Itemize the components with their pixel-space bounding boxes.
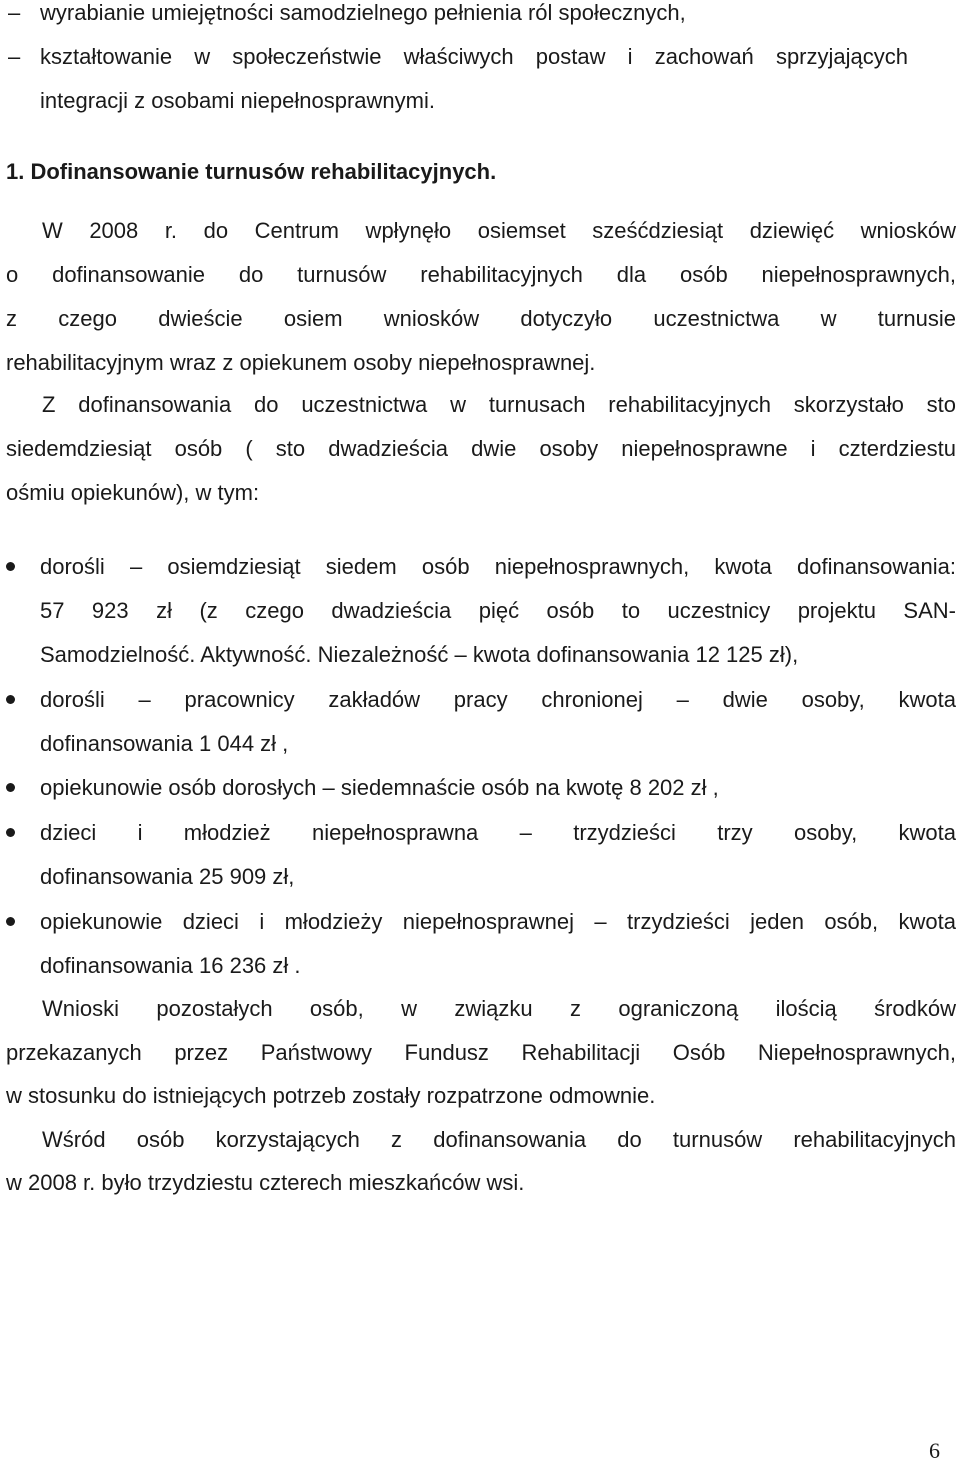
paragraph-line: Wnioski pozostałych osób, w związku z ograniczoną ilością środków [42,996,956,1021]
bullet-list-item-line: 57 923 zł (z czego dwadzieścia pięć osób to uczestnicy projektu SAN- [40,598,956,623]
bullet-list-item-line: dzieci i młodzież niepełnosprawna – trzydzieści trzy osoby, kwota [40,820,956,845]
page-number: 6 [929,1438,940,1463]
paragraph-line: siedemdziesiąt osób ( sto dwadzieścia dwie osoby niepełnosprawne i czterdziestu [6,436,956,461]
paragraph-line: ośmiu opiekunów), w tym: [6,480,260,505]
dash-list-item-line: kształtowanie w społeczeństwie właściwych postaw i zachowań sprzyjających [40,44,908,69]
dash-list-item-line: wyrabianie umiejętności samodzielnego pełnienia ról społecznych, [40,0,686,25]
bullet-icon [6,562,15,571]
paragraph-line: z czego dwieście osiem wniosków dotyczyło uczestnictwa w turnusie [6,306,956,331]
paragraph-line: Wśród osób korzystających z dofinansowania do turnusów rehabilitacyjnych [42,1127,956,1152]
paragraph-line: rehabilitacyjnym wraz z opiekunem osoby niepełnosprawnej. [6,350,596,375]
bullet-list-item-line: opiekunowie dzieci i młodzieży niepełnosprawnej – trzydzieści jeden osób, kwota [40,909,956,934]
paragraph-line: W 2008 r. do Centrum wpłynęło osiemset sześćdziesiąt dziewięć wniosków [42,218,956,243]
bullet-list-item-line: dofinansowania 1 044 zł , [40,731,289,756]
paragraph-line: Z dofinansowania do uczestnictwa w turnusach rehabilitacyjnych skorzystało sto [42,392,956,417]
dash-list-item-line: integracji z osobami niepełnosprawnymi. [40,88,435,113]
bullet-list-item-line: dofinansowania 16 236 zł . [40,953,301,978]
bullet-icon [6,695,15,704]
bullet-icon [6,783,15,792]
paragraph-line: w 2008 r. było trzydziestu czterech mieszkańców wsi. [6,1170,525,1195]
bullet-list-item-line: dofinansowania 25 909 zł, [40,864,295,889]
dash-marker: – [8,0,21,25]
bullet-list-item-line: dorośli – osiemdziesiąt siedem osób niepełnosprawnych, kwota dofinansowania: [40,554,956,579]
dash-marker: – [8,44,21,69]
bullet-list-item-line: dorośli – pracownicy zakładów pracy chronionej – dwie osoby, kwota [40,687,956,712]
bullet-icon [6,828,15,837]
paragraph-line: o dofinansowanie do turnusów rehabilitacyjnych dla osób niepełnosprawnych, [6,262,956,287]
bullet-list-item-line: opiekunowie osób dorosłych – siedemnaście osób na kwotę 8 202 zł , [40,775,719,800]
bullet-icon [6,917,15,926]
paragraph-line: w stosunku do istniejących potrzeb zostały rozpatrzone odmownie. [6,1083,656,1108]
section-heading: 1. Dofinansowanie turnusów rehabilitacyjnych. [6,159,497,184]
bullet-list-item-line: Samodzielność. Aktywność. Niezależność – kwota dofinansowania 12 125 zł), [40,642,799,667]
paragraph-line: przekazanych przez Państwowy Fundusz Rehabilitacji Osób Niepełnosprawnych, [6,1040,956,1065]
